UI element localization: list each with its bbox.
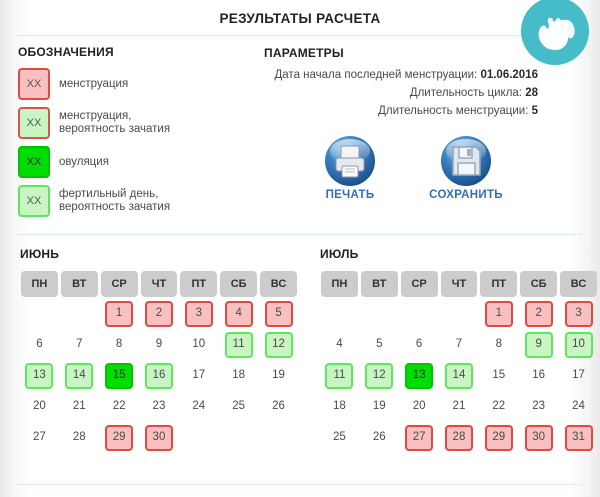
legend-panel <box>18 45 264 224</box>
calendar-cell[interactable] <box>61 393 98 421</box>
legend-item-ovulation <box>18 146 264 178</box>
calendar-cell[interactable] <box>61 331 98 359</box>
weekday-tue: ВТ <box>361 271 398 297</box>
legend-item-menstruation <box>18 68 264 100</box>
legend-label-line1: фертильный день, <box>59 188 159 200</box>
floppy-disk-icon <box>439 134 493 188</box>
calendar-week-row <box>321 300 597 328</box>
calendar-cell[interactable] <box>441 362 478 390</box>
weekday-wed: СР <box>401 271 438 297</box>
legend-swatch-menstruation: XX <box>18 68 50 100</box>
calendar-week-row <box>321 393 597 421</box>
calendar-cell <box>401 300 438 328</box>
day-mens: 30 <box>145 425 173 451</box>
day-plain: 5 <box>376 338 383 351</box>
day-plain: 18 <box>333 400 346 413</box>
day-plain: 20 <box>412 400 426 413</box>
calendar-cell[interactable] <box>401 362 438 390</box>
calendar-cell[interactable] <box>321 424 358 452</box>
calendar-cell[interactable] <box>361 331 398 359</box>
calendar-cell[interactable] <box>21 331 58 359</box>
day-plain: 19 <box>272 369 285 382</box>
calendar-cell[interactable] <box>21 424 58 452</box>
calendar-week-row <box>21 424 297 452</box>
weekday-sun: ВС <box>560 271 597 297</box>
calendar-cell[interactable] <box>361 424 398 452</box>
weekday-tue: ВТ <box>61 271 98 297</box>
day-plain: 26 <box>272 400 285 413</box>
calendar-cell[interactable] <box>180 362 217 390</box>
calendar-week-row <box>321 424 597 452</box>
legend-swatch-ovulation: XX <box>18 146 50 178</box>
calendar-cell[interactable] <box>220 393 257 421</box>
day-plain: 25 <box>232 400 246 413</box>
day-plain: 7 <box>455 338 463 351</box>
calendar-cell[interactable] <box>21 362 58 390</box>
calendar-cell[interactable] <box>480 300 517 328</box>
day-plain: 18 <box>232 369 246 382</box>
calendar-cell[interactable] <box>560 424 597 452</box>
calendar-june-title: ИЮНЬ <box>20 247 60 261</box>
calendar-june <box>18 247 300 455</box>
calendar-june-grid <box>18 268 300 455</box>
calendar-cell[interactable] <box>180 393 217 421</box>
weekday-mon: ПН <box>321 271 358 297</box>
day-fert: 9 <box>525 332 553 358</box>
legend-label-menstruation-fertile <box>59 110 170 136</box>
calendar-week-row <box>21 393 297 421</box>
calendar-cell[interactable] <box>441 331 478 359</box>
calendar-cell[interactable] <box>361 362 398 390</box>
day-ovul: 15 <box>105 363 133 389</box>
calendar-cell[interactable] <box>101 362 138 390</box>
day-fert: 11 <box>225 332 253 358</box>
legend-swatch-menstruation-fertile: XX <box>18 107 50 139</box>
calendar-cell <box>61 300 98 328</box>
day-plain: 15 <box>492 369 506 382</box>
calendar-cell[interactable] <box>480 331 517 359</box>
legend-label-menstruation: менструация <box>59 77 129 90</box>
calendar-cell[interactable] <box>441 424 478 452</box>
calendar-cell[interactable] <box>520 300 557 328</box>
weekday-header-row <box>21 271 297 297</box>
param-label: Дата начала последней менструации: <box>274 69 478 81</box>
calendars-section <box>0 235 600 455</box>
legend-label-line2: вероятность зачатия <box>59 201 171 213</box>
param-value: 01.06.2016 <box>480 69 538 81</box>
calendar-cell[interactable] <box>520 362 557 390</box>
calendar-cell[interactable] <box>220 300 257 328</box>
day-plain: 9 <box>155 338 163 351</box>
day-mens: 27 <box>405 425 433 451</box>
calendar-cell <box>220 424 257 452</box>
legend-heading: ОБОЗНАЧЕНИЯ <box>18 45 114 59</box>
calendar-july-grid <box>318 268 600 455</box>
day-plain: 8 <box>495 338 502 351</box>
print-button-label: ПЕЧАТЬ <box>325 189 375 201</box>
calendar-cell[interactable] <box>401 331 438 359</box>
legend-label-line2: вероятность зачатия <box>59 123 171 135</box>
day-mens: 29 <box>105 425 133 451</box>
calendar-cell[interactable] <box>560 331 597 359</box>
day-fert: 14 <box>65 363 93 389</box>
day-fert: 12 <box>265 332 293 358</box>
calendar-week-row <box>321 331 597 359</box>
calendar-cell[interactable] <box>141 331 178 359</box>
calendar-cell[interactable] <box>480 424 517 452</box>
calendar-cell[interactable] <box>260 331 297 359</box>
calendar-cell <box>21 300 58 328</box>
day-plain: 23 <box>152 400 166 413</box>
day-mens: 30 <box>525 425 553 451</box>
top-section <box>0 36 600 224</box>
day-mens: 29 <box>485 425 513 451</box>
day-fert: 11 <box>325 363 353 389</box>
day-mens: 1 <box>105 301 133 327</box>
day-mens: 2 <box>525 301 553 327</box>
calendar-cell[interactable] <box>101 331 138 359</box>
day-fert: 12 <box>365 363 393 389</box>
hands-circle-logo <box>518 0 592 68</box>
day-ovul: 13 <box>405 363 433 389</box>
day-plain: 25 <box>333 431 346 444</box>
day-mens: 3 <box>565 301 593 327</box>
param-value: 28 <box>525 87 538 99</box>
calendar-cell[interactable] <box>61 424 98 452</box>
calendar-cell[interactable] <box>401 393 438 421</box>
calendar-cell <box>361 300 398 328</box>
calendar-cell[interactable] <box>260 362 297 390</box>
divider-bottom <box>18 484 582 485</box>
legend-swatch-fertile: XX <box>18 185 50 217</box>
calendar-cell[interactable] <box>520 424 557 452</box>
calendar-cell[interactable] <box>321 331 358 359</box>
day-plain: 6 <box>36 338 43 351</box>
calendar-cell[interactable] <box>260 300 297 328</box>
day-plain: 22 <box>492 400 506 413</box>
calendar-cell[interactable] <box>180 331 217 359</box>
day-plain: 21 <box>72 400 86 413</box>
day-mens: 28 <box>445 425 473 451</box>
calendar-july <box>318 247 600 455</box>
page-title: РЕЗУЛЬТАТЫ РАСЧЕТА <box>219 11 381 26</box>
day-mens: 31 <box>565 425 593 451</box>
calendar-cell[interactable] <box>220 362 257 390</box>
calendar-cell[interactable] <box>141 300 178 328</box>
calendar-july-title: ИЮЛЬ <box>320 247 359 261</box>
calendar-june-body <box>21 300 297 452</box>
legend-item-menstruation-fertile <box>18 107 264 139</box>
day-plain: 21 <box>452 400 466 413</box>
day-mens: 2 <box>145 301 173 327</box>
calendar-cell[interactable] <box>21 393 58 421</box>
day-fert: 13 <box>25 363 53 389</box>
action-buttons <box>264 134 582 201</box>
day-mens: 4 <box>225 301 253 327</box>
day-plain: 17 <box>572 369 585 382</box>
legend-label-ovulation: овуляция <box>59 155 109 168</box>
calendar-cell[interactable] <box>321 362 358 390</box>
day-plain: 19 <box>372 400 386 413</box>
calendar-cell[interactable] <box>101 424 138 452</box>
day-plain: 4 <box>336 338 343 351</box>
calendar-cell <box>260 424 297 452</box>
param-last-period-date <box>264 69 582 81</box>
calendar-july-body <box>321 300 597 452</box>
day-fert: 10 <box>565 332 593 358</box>
day-plain: 22 <box>112 400 126 413</box>
legend-label-line1: менструация, <box>59 110 132 122</box>
calendar-cell[interactable] <box>480 393 517 421</box>
calendar-cell[interactable] <box>480 362 517 390</box>
weekday-thu: ЧТ <box>441 271 478 297</box>
weekday-sun: ВС <box>260 271 297 297</box>
calendar-cell[interactable] <box>220 331 257 359</box>
calendar-cell[interactable] <box>321 393 358 421</box>
day-plain: 27 <box>33 431 46 444</box>
day-fert: 14 <box>445 363 473 389</box>
calendar-cell[interactable] <box>560 362 597 390</box>
parameters-panel <box>264 45 582 224</box>
calendar-cell[interactable] <box>101 300 138 328</box>
day-mens: 5 <box>265 301 293 327</box>
calendar-cell[interactable] <box>560 393 597 421</box>
day-mens: 3 <box>185 301 213 327</box>
calendar-cell[interactable] <box>180 300 217 328</box>
parameters-heading: ПАРАМЕТРЫ <box>264 46 344 60</box>
print-button[interactable] <box>313 134 387 201</box>
printer-icon <box>323 134 377 188</box>
calendar-cell[interactable] <box>61 362 98 390</box>
weekday-mon: ПН <box>21 271 58 297</box>
day-plain: 10 <box>192 338 206 351</box>
day-plain: 8 <box>115 338 123 351</box>
param-label: Длительность менструации: <box>378 105 529 117</box>
calendar-cell[interactable] <box>141 424 178 452</box>
day-plain: 17 <box>192 369 206 382</box>
day-plain: 28 <box>72 431 86 444</box>
calendar-cell <box>441 300 478 328</box>
calendar-week-row <box>21 362 297 390</box>
calendar-cell[interactable] <box>520 393 557 421</box>
day-mens: 1 <box>485 301 513 327</box>
calendar-cell <box>321 300 358 328</box>
weekday-sat: СБ <box>520 271 557 297</box>
calendar-cell[interactable] <box>101 393 138 421</box>
save-button[interactable] <box>429 134 503 201</box>
weekday-header-row <box>321 271 597 297</box>
calendar-cell[interactable] <box>141 393 178 421</box>
calendar-week-row <box>21 331 297 359</box>
weekday-fri: ПТ <box>180 271 217 297</box>
day-plain: 6 <box>415 338 423 351</box>
calendar-cell[interactable] <box>260 393 297 421</box>
day-plain: 7 <box>76 338 83 351</box>
calendar-cell <box>180 424 217 452</box>
day-plain: 20 <box>33 400 46 413</box>
calendar-cell[interactable] <box>441 393 478 421</box>
param-value: 5 <box>531 105 538 117</box>
calendar-cell[interactable] <box>560 300 597 328</box>
param-cycle-length <box>264 87 582 99</box>
calendar-cell[interactable] <box>520 331 557 359</box>
day-plain: 23 <box>532 400 546 413</box>
calendar-week-row <box>21 300 297 328</box>
weekday-sat: СБ <box>220 271 257 297</box>
save-button-label: СОХРАНИТЬ <box>429 189 503 201</box>
day-plain: 16 <box>532 369 546 382</box>
weekday-thu: ЧТ <box>141 271 178 297</box>
weekday-fri: ПТ <box>480 271 517 297</box>
day-fert: 16 <box>145 363 173 389</box>
day-plain: 24 <box>572 400 585 413</box>
legend-label-fertile <box>59 188 170 214</box>
legend-item-fertile <box>18 185 264 217</box>
calendar-cell[interactable] <box>141 362 178 390</box>
calendar-cell[interactable] <box>361 393 398 421</box>
day-plain: 24 <box>192 400 206 413</box>
weekday-wed: СР <box>101 271 138 297</box>
day-plain: 26 <box>372 431 386 444</box>
param-period-length <box>264 105 582 117</box>
calendar-cell[interactable] <box>401 424 438 452</box>
calendar-week-row <box>321 362 597 390</box>
param-label: Длительность цикла: <box>409 87 522 99</box>
